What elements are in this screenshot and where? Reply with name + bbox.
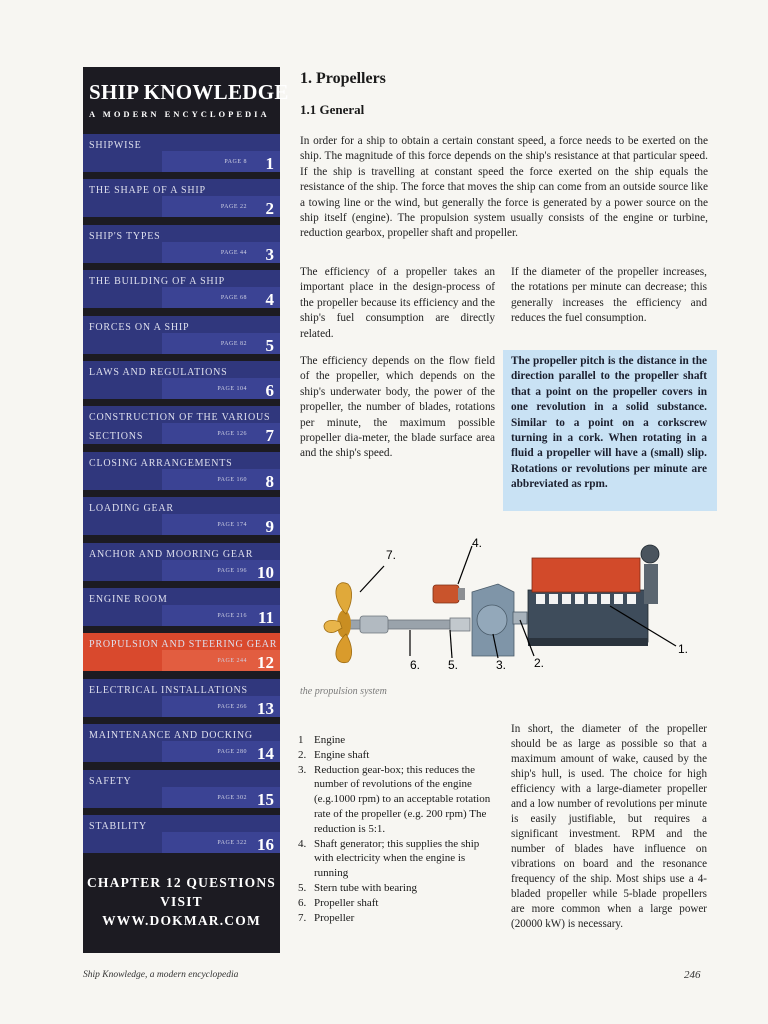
chapter-title: ANCHOR AND MOORING GEAR	[89, 548, 254, 560]
chapter-number: 1	[265, 154, 274, 173]
chapter-item-11[interactable]	[83, 588, 280, 628]
chapter-number: 12	[257, 653, 274, 673]
chapter-page: PAGE 22	[220, 204, 247, 211]
summary-paragraph: In short, the diameter of the propeller should be as large as possible so that a maximum amount of wake, caused by the ship's hull, is used. The choice for high efficiency with a large-diameter propeller and a low number of revolutions per minute is easily justifiable, but requires a significant investment. RPM and the number of blades have influence on vibrations on board and the resonance frequency of the ship. Most ships use a 4-bladed propeller while 5-blade propellers are more common when a large power (20000 kW) is necessary.	[511, 723, 707, 930]
chapter-item-10[interactable]	[83, 543, 280, 583]
chapter-number: 14	[257, 744, 274, 764]
component-legend	[298, 733, 494, 925]
chapter-page: PAGE 174	[217, 522, 247, 529]
legend-number: 3.	[298, 763, 307, 776]
label-propeller: 7.	[386, 548, 397, 562]
chapter-title: CLOSING ARRANGEMENTS	[89, 457, 233, 469]
chapter-number: 3	[265, 244, 274, 264]
cta-website-link[interactable]: WWW.DOKMAR.COM	[102, 913, 261, 928]
shaft-coupling	[450, 618, 470, 631]
chapter-item-2[interactable]	[83, 179, 280, 219]
chapter-questions-callout	[83, 873, 280, 930]
chapter-page: PAGE 126	[217, 431, 247, 438]
sidebar-header	[83, 67, 289, 131]
page-number: 246	[684, 969, 701, 981]
chapter-number: 4	[265, 290, 274, 310]
legend-item	[298, 763, 494, 837]
flow-field-paragraph: The efficiency depends on the flow field of the propeller, which depends on the ship's underwater body, the power of the propeller, the number of blades, rotations per minute, the maximum possible propeller dia-meter, the blade surface area and the ship's speed.	[300, 355, 495, 460]
chapter-title: THE BUILDING OF A SHIP	[89, 276, 225, 288]
chapter-item-5[interactable]	[83, 316, 280, 356]
chapter-item-14[interactable]	[83, 724, 280, 764]
chapter-item-9[interactable]	[83, 497, 280, 537]
intro-paragraph: In order for a ship to obtain a certain constant speed, a force needs to be exerted on the ship. The magnitude of this force depends on the ship's resistance at that particular speed. If the ship is travelling at constant speed the force exerted on the ship equals the resistance of the ship. The force that moves the ship can come from an outside source like a towing line or the wind, but generally the force is generated by a power source on the ship itself (engine). The propulsion system usually consists of the engine or turbine, reduction gearbox, propeller shaft and propeller.	[300, 135, 708, 240]
chapter-number: 11	[257, 608, 274, 627]
chapter-page: PAGE 280	[217, 749, 247, 756]
chapter-number: 2	[265, 199, 274, 219]
chapter-title: SHIPWISE	[89, 140, 142, 151]
chapter-page: PAGE 216	[217, 613, 247, 619]
chapter-number: 13	[257, 698, 274, 718]
legend-item	[298, 896, 494, 911]
figure-caption: the propulsion system	[300, 686, 387, 697]
chapter-page: PAGE 82	[220, 340, 247, 347]
label-shaft-generator: 4.	[472, 536, 483, 550]
chapter-number: 15	[257, 789, 274, 809]
stern-tube	[360, 616, 388, 633]
propeller	[324, 583, 352, 663]
legend-text: Propeller	[314, 911, 355, 924]
chapter-title-line2: SECTIONS	[89, 431, 144, 443]
shaft-generator	[433, 585, 465, 603]
legend-text: Propeller shaft	[314, 896, 379, 909]
chapter-title: THE SHAPE OF A SHIP	[89, 185, 206, 197]
chapter-page: PAGE 266	[217, 703, 247, 710]
chapter-title: FORCES ON A SHIP	[89, 321, 190, 333]
chapter-title: PROPULSION AND STEERING GEAR	[89, 639, 278, 651]
chapter-title: SAFETY	[89, 775, 132, 787]
label-stern-tube: 5.	[448, 658, 459, 672]
chapter-page: PAGE 44	[220, 249, 247, 256]
legend-text: Stern tube with bearing	[314, 881, 417, 894]
cta-line: VISIT	[160, 894, 203, 909]
label-propeller-shaft: 6.	[410, 658, 421, 672]
chapter-item-6[interactable]	[83, 361, 280, 401]
chapter-item-15[interactable]	[83, 770, 280, 810]
chapter-title: SHIP'S TYPES	[89, 230, 161, 242]
legend-text: Engine	[314, 734, 346, 746]
book-subtitle: A MODERN ENCYCLOPEDIA	[89, 109, 270, 119]
label-gearbox: 3.	[496, 658, 507, 672]
section-heading: 1. Propellers	[300, 70, 386, 87]
legend-number: 7.	[298, 911, 307, 924]
legend-text: Reduction gear-box; this reduces the number of revolutions of the engine (e.g.1000 rpm) to an acceptable rotation rate of the propeller (e.g. 200 rpm) The reduction is 5:1.	[314, 763, 491, 835]
chapter-title: CONSTRUCTION OF THE VARIOUS	[89, 412, 271, 424]
chapter-item-12[interactable]	[83, 633, 280, 673]
chapter-item-16[interactable]	[83, 815, 280, 855]
legend-number: 4.	[298, 837, 307, 850]
label-engine-shaft: 2.	[534, 656, 545, 670]
reduction-gearbox	[472, 584, 527, 656]
pitch-paragraph: The propeller pitch is the distance in the direction parallel to the propeller shaft that a point on the propeller covers in one revolution in a solid substance. Similar to a point on a corkscrew turning in a cork. When rotating in a fluid a propeller will have a (small) slip. Rotations or revolutions per minute are abbreviated as rpm.	[511, 355, 707, 491]
chapter-title: STABILITY	[89, 821, 148, 832]
legend-item	[298, 837, 494, 881]
chapter-title: ELECTRICAL INSTALLATIONS	[89, 684, 248, 696]
chapter-page: PAGE 322	[217, 840, 247, 846]
chapter-stripe	[162, 151, 280, 172]
chapter-number: 10	[257, 562, 274, 582]
chapter-title: LOADING GEAR	[89, 503, 174, 515]
chapter-sidebar	[83, 67, 289, 953]
chapter-number: 5	[265, 335, 274, 355]
cta-line: CHAPTER 12 QUESTIONS	[86, 875, 277, 890]
legend-item	[298, 748, 494, 763]
legend-text: Shaft generator; this supplies the ship with electricity when the engine is running	[314, 837, 480, 880]
chapter-title: MAINTENANCE AND DOCKING	[89, 730, 253, 742]
book-title: SHIP KNOWLEDGE	[89, 80, 289, 104]
footer-book-title: Ship Knowledge, a modern encyclopedia	[83, 970, 239, 980]
chapter-item-8[interactable]	[83, 452, 280, 492]
legend-number: 1	[298, 734, 304, 746]
chapter-number: 6	[265, 381, 274, 400]
chapter-item-3[interactable]	[83, 225, 280, 265]
legend-item	[298, 733, 494, 748]
chapter-title: ENGINE ROOM	[89, 594, 168, 605]
legend-item	[298, 911, 494, 926]
legend-number: 2.	[298, 748, 307, 761]
chapter-number: 16	[257, 835, 274, 854]
efficiency-paragraph: The efficiency of a propeller takes an important place in the design-process of the propeller because its efficiency and the ship's fuel consumption are directly related.	[300, 266, 495, 340]
chapter-page: PAGE 302	[217, 794, 247, 801]
subsection-heading: 1.1 General	[300, 102, 365, 117]
chapter-number: 8	[265, 471, 274, 491]
chapter-page: PAGE 8	[224, 159, 247, 165]
chapter-number: 9	[265, 517, 274, 537]
propulsion-system-figure	[300, 532, 710, 682]
main-engine	[528, 545, 659, 646]
diameter-paragraph: If the diameter of the propeller increases, the rotations per minute can decrease; this generally increases the efficiency and reduces the fuel consumption.	[511, 266, 707, 325]
legend-number: 6.	[298, 896, 307, 909]
label-engine: 1.	[678, 642, 689, 656]
chapter-page: PAGE 160	[217, 476, 247, 483]
chapter-page: PAGE 244	[217, 658, 247, 665]
chapter-item-4[interactable]	[83, 270, 280, 310]
chapter-item-13[interactable]	[83, 679, 280, 719]
chapter-title: LAWS AND REGULATIONS	[89, 367, 228, 378]
chapter-number: 7	[265, 426, 274, 446]
legend-item	[298, 881, 494, 896]
chapter-page: PAGE 196	[217, 567, 247, 574]
chapter-page: PAGE 104	[217, 386, 247, 392]
chapter-item-7[interactable]	[83, 406, 280, 446]
legend-number: 5.	[298, 881, 307, 894]
propeller-shaft	[340, 620, 450, 629]
legend-text: Engine shaft	[314, 748, 370, 761]
chapter-page: PAGE 68	[220, 295, 247, 302]
chapter-item-1[interactable]	[83, 134, 280, 174]
